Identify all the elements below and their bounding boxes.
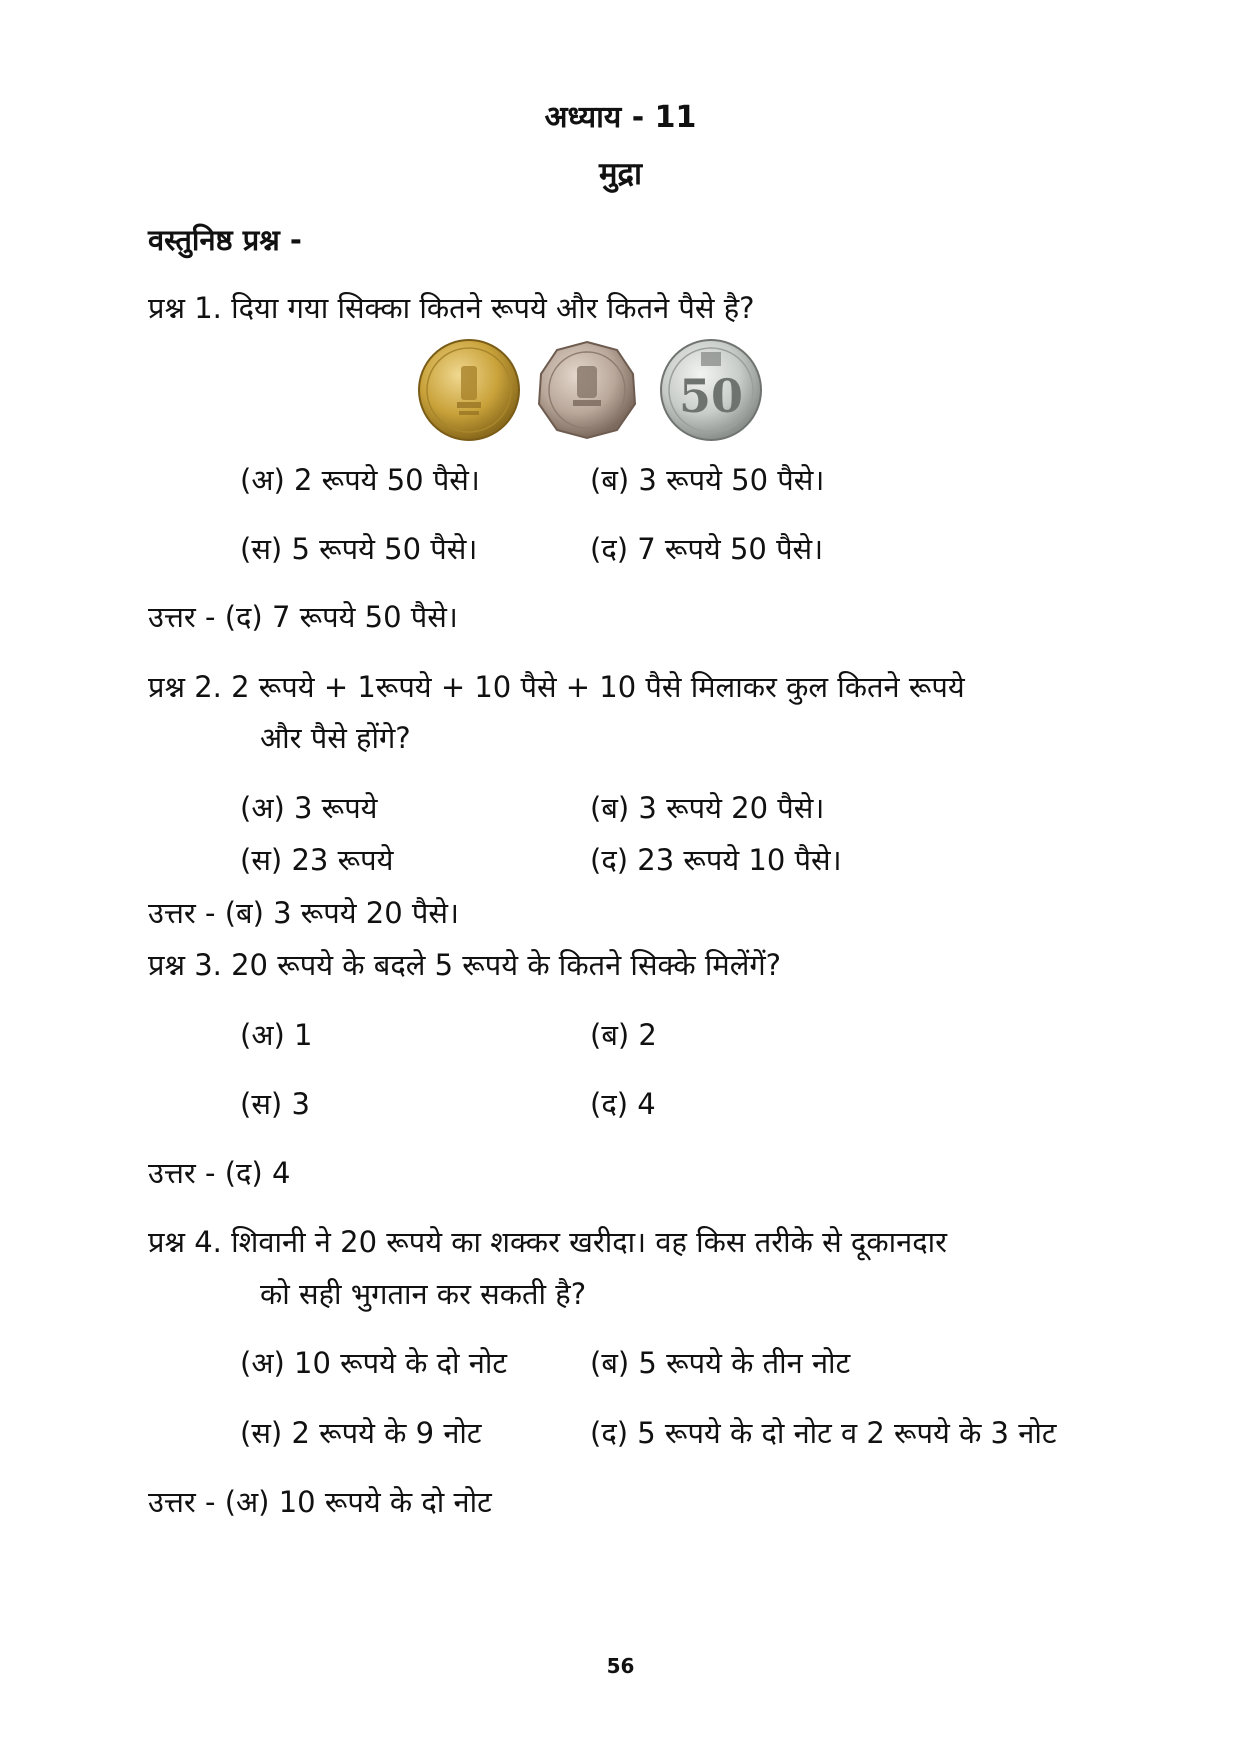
q3-answer: उत्तर - (द) 4 (148, 1156, 291, 1190)
q4-option-a: (अ) 10 रूपये के दो नोट (240, 1346, 508, 1380)
coin-gold (419, 340, 519, 440)
coin-50 (661, 340, 761, 440)
q4-answer: उत्तर - (अ) 10 रूपये के दो नोट (148, 1485, 492, 1519)
question-4: प्रश्न 4. शिवानी ने 20 रूपये का शक्कर खरीदा। वह किस तरीके से दूकानदार (148, 1225, 947, 1259)
q2-option-c: (स) 23 रूपये (240, 843, 394, 877)
q2-option-a: (अ) 3 रूपये (240, 791, 378, 825)
q1-option-c: (स) 5 रूपये 50 पैसे। (240, 532, 478, 566)
q4-option-d: (द) 5 रूपये के दो नोट व 2 रूपये के 3 नोट (590, 1416, 1057, 1450)
q4-option-b: (ब) 5 रूपये के तीन नोट (590, 1346, 851, 1380)
q4-option-c: (स) 2 रूपये के 9 नोट (240, 1416, 482, 1450)
question-2: प्रश्न 2. 2 रूपये + 1रूपये + 10 पैसे + 10 पैसे मिलाकर कुल कितने रूपये (148, 670, 965, 704)
q3-option-b: (ब) 2 (590, 1018, 657, 1052)
coin-number: 50 (678, 369, 744, 423)
q3-option-d: (द) 4 (590, 1087, 656, 1121)
q1-option-a: (अ) 2 रूपये 50 पैसे। (240, 463, 480, 497)
question-1: प्रश्न 1. दिया गया सिक्का कितने रूपये और कितने पैसे है? (148, 291, 755, 325)
q1-option-b: (ब) 3 रूपये 50 पैसे। (590, 463, 825, 497)
question-2-cont: और पैसे होंगे? (260, 721, 411, 755)
q1-option-d: (द) 7 रूपये 50 पैसे। (590, 532, 824, 566)
coin-emblem (539, 342, 635, 438)
section-heading: वस्तुनिष्ठ प्रश्न - (148, 223, 302, 257)
q3-option-a: (अ) 1 (240, 1018, 313, 1052)
q2-option-d: (द) 23 रूपये 10 पैसे। (590, 843, 842, 877)
coins-image (417, 338, 767, 442)
q2-option-b: (ब) 3 रूपये 20 पैसे। (590, 791, 825, 825)
page-number: 56 (606, 1654, 635, 1678)
q3-option-c: (स) 3 (240, 1087, 310, 1121)
q1-answer: उत्तर - (द) 7 रूपये 50 पैसे। (148, 600, 458, 634)
chapter-title: मुद्रा (598, 156, 643, 192)
q2-answer: उत्तर - (ब) 3 रूपये 20 पैसे। (148, 896, 459, 930)
chapter-heading: अध्याय - 11 (544, 100, 697, 135)
question-3: प्रश्न 3. 20 रूपये के बदले 5 रूपये के कितने सिक्के मिलेंगें? (148, 948, 782, 982)
question-4-cont: को सही भुगतान कर सकती है? (260, 1277, 587, 1311)
